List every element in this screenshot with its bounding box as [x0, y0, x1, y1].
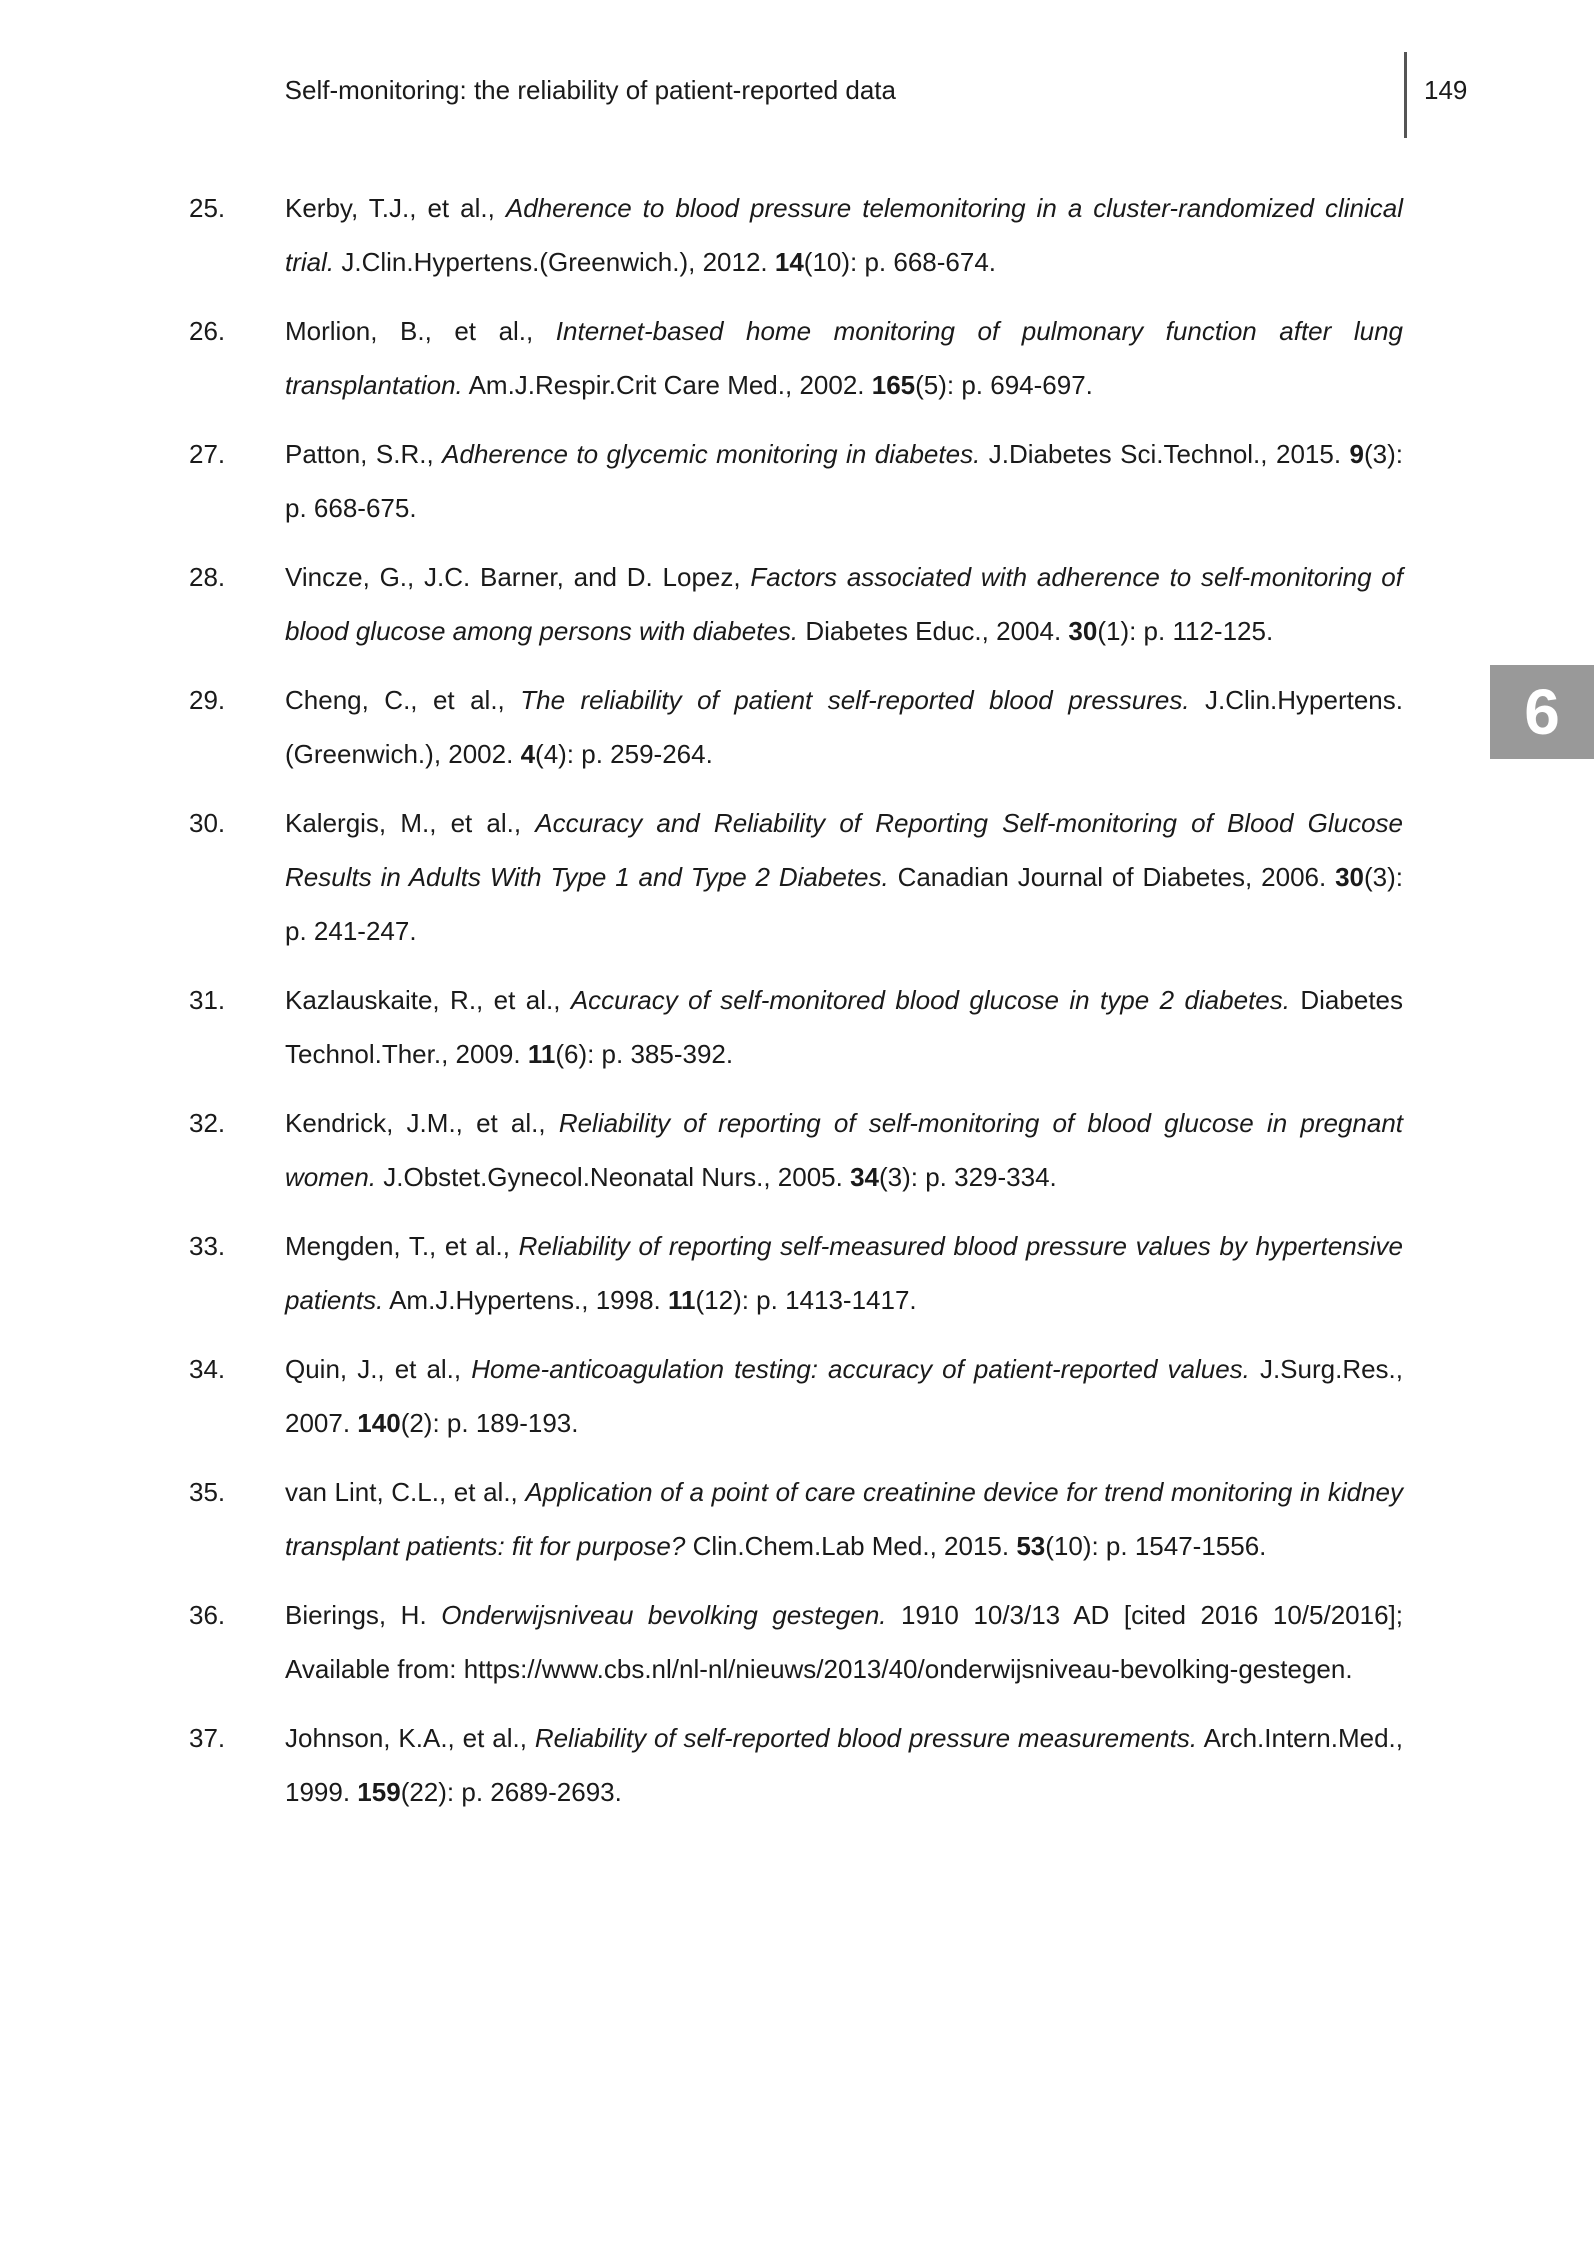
reference-text	[285, 673, 1403, 781]
reference-item	[0, 1711, 1594, 1819]
reference-authors: Kendrick, J.M., et al.,	[285, 1108, 559, 1138]
reference-authors: Kerby, T.J., et al.,	[285, 193, 506, 223]
reference-item	[0, 1219, 1594, 1327]
reference-item	[0, 427, 1594, 535]
reference-pages: (1): p. 112-125.	[1097, 616, 1274, 646]
reference-title: Adherence to blood pressure telemonitoring in a cluster-randomized clinical trial.	[285, 193, 1403, 277]
reference-item	[0, 304, 1594, 412]
reference-source: J.Diabetes Sci.Technol., 2015.	[980, 439, 1350, 469]
reference-text	[285, 796, 1403, 958]
reference-source: J.Clin.Hypertens.(Greenwich.), 2002.	[285, 685, 1403, 769]
reference-volume: 140	[357, 1408, 401, 1438]
reference-authors: Quin, J., et al.,	[285, 1354, 472, 1384]
reference-authors: Bierings, H.	[285, 1600, 442, 1630]
reference-volume: 30	[1068, 616, 1098, 646]
reference-pages: (22): p. 2689-2693.	[400, 1777, 622, 1807]
reference-pages: (3): p. 329-334.	[879, 1162, 1057, 1192]
reference-item	[0, 1465, 1594, 1573]
reference-volume: 30	[1335, 862, 1365, 892]
reference-title: The reliability of patient self-reported blood pressures.	[520, 685, 1190, 715]
page-number: 149	[1424, 75, 1468, 105]
running-head-title: Self-monitoring: the reliability of patient-reported data	[284, 75, 896, 105]
reference-authors: van Lint, C.L., et al.,	[285, 1477, 526, 1507]
reference-number: 28.	[189, 562, 226, 592]
reference-source: Diabetes Technol.Ther., 2009.	[285, 985, 1403, 1069]
reference-item	[0, 1342, 1594, 1450]
reference-number: 32.	[189, 1108, 226, 1138]
reference-volume: 11	[668, 1285, 696, 1315]
reference-authors: Kalergis, M., et al.,	[285, 808, 536, 838]
reference-title: Accuracy of self-monitored blood glucose in type 2 diabetes.	[570, 985, 1290, 1015]
reference-source: J.Clin.Hypertens.(Greenwich.), 2012.	[334, 247, 775, 277]
reference-title: Adherence to glycemic monitoring in diabetes.	[442, 439, 981, 469]
reference-number: 33.	[189, 1231, 226, 1261]
header-divider	[1404, 52, 1407, 138]
chapter-tab: 6	[1490, 665, 1594, 759]
reference-pages: (6): p. 385-392.	[555, 1039, 734, 1069]
reference-pages: (3): p. 241-247.	[285, 862, 1404, 946]
reference-text	[285, 181, 1403, 289]
reference-number: 26.	[189, 316, 226, 346]
reference-number: 34.	[189, 1354, 226, 1384]
reference-volume: 4	[520, 739, 536, 769]
reference-title: Application of a point of care creatinine device for trend monitoring in kidney transplant patients: fit for purpose?	[285, 1477, 1403, 1561]
reference-volume: 53	[1016, 1531, 1046, 1561]
reference-number: 36.	[189, 1600, 226, 1630]
reference-source: Arch.Intern.Med., 1999.	[285, 1723, 1403, 1807]
reference-authors: Morlion, B., et al.,	[285, 316, 556, 346]
reference-volume: 11	[527, 1039, 556, 1069]
reference-pages: (12): p. 1413-1417.	[695, 1285, 917, 1315]
reference-number: 35.	[189, 1477, 226, 1507]
reference-authors: Cheng, C., et al.,	[285, 685, 521, 715]
reference-source: J.Obstet.Gynecol.Neonatal Nurs., 2005.	[376, 1162, 851, 1192]
reference-title: Factors associated with adherence to self-monitoring of blood glucose among persons with diabetes.	[285, 562, 1403, 646]
reference-item	[0, 550, 1594, 658]
reference-authors: Vincze, G., J.C. Barner, and D. Lopez,	[285, 562, 751, 592]
reference-source: Am.J.Hypertens., 1998.	[383, 1285, 668, 1315]
reference-pages: (2): p. 189-193.	[400, 1408, 579, 1438]
reference-title: Accuracy and Reliability of Reporting Self-monitoring of Blood Glucose Results in Adults With Type 1 and Type 2 Diabetes.	[285, 808, 1404, 892]
reference-pages: (10): p. 668-674.	[803, 247, 997, 277]
reference-text	[285, 973, 1403, 1081]
reference-pages: (3): p. 668-675.	[285, 439, 1403, 523]
reference-authors: Johnson, K.A., et al.,	[285, 1723, 535, 1753]
reference-number: 29.	[189, 685, 226, 715]
reference-authors: Patton, S.R.,	[285, 439, 443, 469]
reference-text	[285, 1465, 1403, 1573]
reference-text	[285, 1588, 1403, 1696]
reference-item	[0, 973, 1594, 1081]
reference-text	[285, 1342, 1403, 1450]
reference-item	[0, 1588, 1594, 1696]
reference-source: J.Surg.Res., 2007.	[285, 1354, 1403, 1438]
reference-source: 1910 10/3/13 AD [cited 2016 10/5/2016]; Available from: https://www.cbs.nl/nl-nl/nieuws/2013/40/onderwijsniveau-bevolking-gestegen.	[285, 1600, 1403, 1684]
reference-title: Onderwijsniveau bevolking gestegen.	[441, 1600, 887, 1630]
reference-source: Clin.Chem.Lab Med., 2015.	[685, 1531, 1017, 1561]
reference-text	[285, 1711, 1403, 1819]
reference-text	[285, 1219, 1403, 1327]
reference-source: Diabetes Educ., 2004.	[798, 616, 1069, 646]
reference-text	[285, 427, 1403, 535]
reference-source: Am.J.Respir.Crit Care Med., 2002.	[462, 370, 872, 400]
reference-authors: Mengden, T., et al.,	[285, 1231, 519, 1261]
reference-volume: 9	[1349, 439, 1364, 469]
reference-title: Reliability of self-reported blood pressure measurements.	[534, 1723, 1198, 1753]
reference-pages: (10): p. 1547-1556.	[1045, 1531, 1267, 1561]
reference-number: 27.	[189, 439, 226, 469]
reference-volume: 14	[774, 247, 804, 277]
reference-item	[0, 796, 1594, 958]
reference-text	[285, 1096, 1403, 1204]
reference-title: Internet-based home monitoring of pulmonary function after lung transplantation.	[285, 316, 1403, 400]
reference-text	[285, 550, 1403, 658]
reference-number: 37.	[189, 1723, 226, 1753]
reference-number: 30.	[189, 808, 226, 838]
reference-item	[0, 181, 1594, 289]
reference-text	[285, 304, 1403, 412]
reference-title: Home-anticoagulation testing: accuracy of patient-reported values.	[471, 1354, 1250, 1384]
reference-volume: 34	[850, 1162, 879, 1192]
reference-number: 25.	[189, 193, 226, 223]
reference-list	[0, 181, 1594, 1834]
reference-pages: (5): p. 694-697.	[915, 370, 1093, 400]
reference-pages: (4): p. 259-264.	[535, 739, 713, 769]
reference-title: Reliability of reporting of self-monitoring of blood glucose in pregnant women.	[285, 1108, 1403, 1192]
reference-volume: 159	[357, 1777, 401, 1807]
reference-item	[0, 673, 1594, 781]
reference-number: 31.	[189, 985, 226, 1015]
reference-authors: Kazlauskaite, R., et al.,	[285, 985, 571, 1015]
reference-title: Reliability of reporting self-measured blood pressure values by hypertensive patients.	[285, 1231, 1403, 1315]
reference-item	[0, 1096, 1594, 1204]
reference-volume: 165	[871, 370, 916, 400]
reference-source: Canadian Journal of Diabetes, 2006.	[888, 862, 1336, 892]
